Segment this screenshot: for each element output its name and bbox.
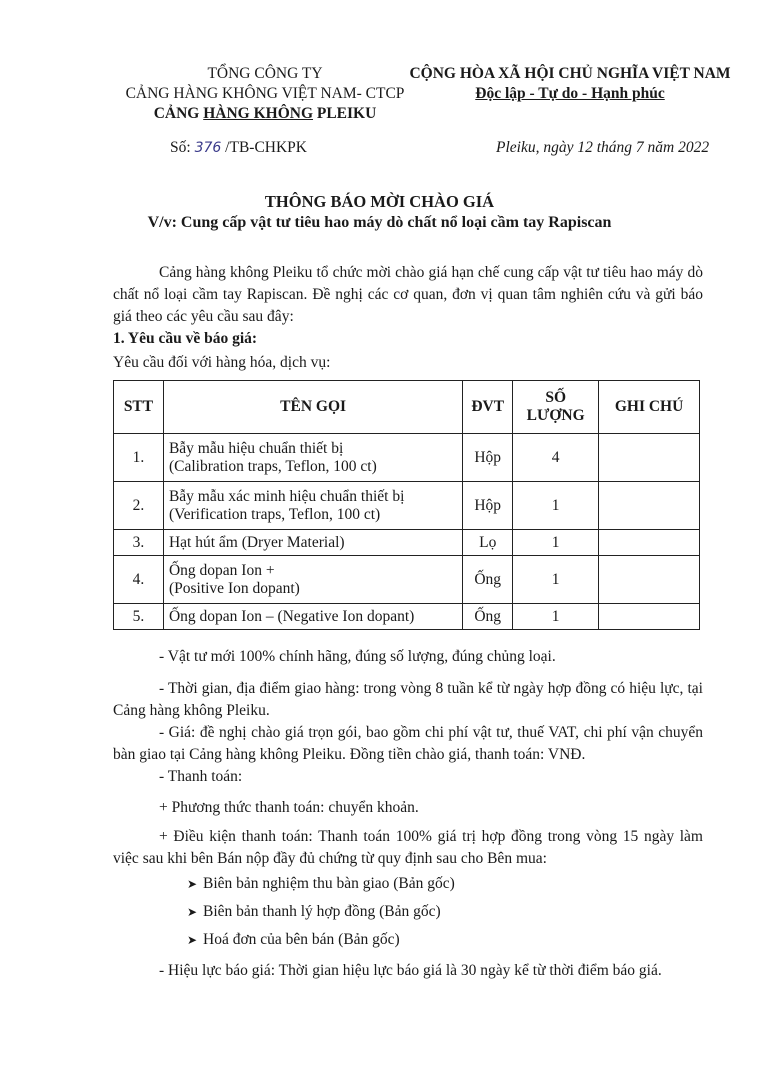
payment-method: + Phương thức thanh toán: chuyển khoản. [159,799,419,816]
row-stt: 3. [114,530,164,556]
national-motto [405,84,735,104]
row-stt: 5. [114,604,164,630]
arrow-bullet-icon: ➤ [187,905,198,919]
row-name [163,482,462,530]
document-list-item [187,931,400,949]
row-name-line2: (Calibration traps, Teflon, 100 ct) [168,457,377,475]
document-list-item [187,875,455,893]
row-note [599,434,700,482]
condition-price: - Giá: đề nghị chào giá trọn gói, bao gồm chi phí vật tư, thuế VAT, chi phí vận chuyển bàn giao tại Cảng hàng không Pleiku. Đồng tiền chào giá, thanh toán: VNĐ. [113,724,703,763]
national-header [405,64,735,104]
row-unit: Lọ [463,530,513,556]
section-1-heading: 1. Yêu cầu về báo giá: [113,330,258,347]
issuer-line-3-suffix: PLEIKU [313,105,377,122]
header-note: GHI CHÚ [599,381,700,434]
row-unit: Hộp [463,434,513,482]
issuer-line-3 [120,104,410,124]
table-row [114,556,700,604]
table-header-row [114,381,700,434]
document-number [170,139,307,157]
row-name [163,556,462,604]
requirement-label: Yêu cầu đối với hàng hóa, dịch vụ: [113,354,331,371]
row-note [599,482,700,530]
issuer-line-2: CẢNG HÀNG KHÔNG VIỆT NAM- CTCP [125,85,405,102]
row-name-line1: Ống dopan Ion + [168,561,275,579]
row-unit: Ống [463,556,513,604]
row-name: Ống dopan Ion – (Negative Ion dopant) [163,604,462,630]
row-stt: 1. [114,434,164,482]
issuer-header [120,64,410,124]
items-table [113,380,700,630]
row-note [599,530,700,556]
row-stt: 2. [114,482,164,530]
arrow-bullet-icon: ➤ [187,933,198,947]
row-name [163,434,462,482]
table-row [114,482,700,530]
document-list-text: Biên bản thanh lý hợp đồng (Bản gốc) [203,903,441,920]
row-name-line2: (Positive Ion dopant) [168,579,300,597]
national-title: CỘNG HÒA XÃ HỘI CHỦ NGHĨA VIỆT NAM [409,65,731,82]
condition-delivery: - Thời gian, địa điểm giao hàng: trong vòng 8 tuần kể từ ngày hợp đồng có hiệu lực, tại Cảng hàng không Pleiku. [113,680,703,719]
document-date: Pleiku, ngày 12 tháng 7 năm 2022 [496,139,710,156]
issuer-line-3-underlined: HÀNG KHÔNG [203,105,313,122]
header-qty-line2: LƯỢNG [526,407,585,424]
payment-terms: + Điều kiện thanh toán: Thanh toán 100% giá trị hợp đồng trong vòng 15 ngày làm việc sau khi bên Bán nộp đầy đủ chứng từ quy định sau cho Bên mua: [113,828,703,867]
row-note [599,604,700,630]
row-qty: 1 [513,530,599,556]
header-qty [513,381,599,434]
condition-validity: - Hiệu lực báo giá: Thời gian hiệu lực báo giá là 30 ngày kể từ thời điểm báo giá. [159,962,662,979]
header-name: TÊN GỌI [163,381,462,434]
doc-number-handwritten: 376 [194,140,222,156]
document-list-text: Biên bản nghiệm thu bàn giao (Bản gốc) [203,875,455,892]
table-row [114,434,700,482]
issuer-line-1: TỔNG CÔNG TY [207,65,323,82]
header-stt: STT [114,381,164,434]
row-name-line2: (Verification traps, Teflon, 100 ct) [168,505,381,523]
doc-number-prefix: Số: [170,139,195,156]
row-name-line1: Bẫy mẫu xác minh hiệu chuẩn thiết bị [168,487,405,505]
row-qty: 4 [513,434,599,482]
arrow-bullet-icon: ➤ [187,877,198,891]
row-note [599,556,700,604]
issuer-line-3-prefix: CẢNG [153,105,204,122]
row-unit: Ống [463,604,513,630]
document-title: THÔNG BÁO MỜI CHÀO GIÁ [264,192,495,211]
row-stt: 4. [114,556,164,604]
row-name-line1: Bẫy mẫu hiệu chuẩn thiết bị [168,439,344,457]
row-qty: 1 [513,556,599,604]
row-qty: 1 [513,604,599,630]
condition-payment: - Thanh toán: [159,768,243,785]
header-qty-line1: SỐ [545,389,567,406]
row-unit: Hộp [463,482,513,530]
row-qty: 1 [513,482,599,530]
document-subtitle: V/v: Cung cấp vật tư tiêu hao máy dò chất nổ loại cầm tay Rapiscan [147,214,612,231]
doc-number-suffix: /TB-CHKPK [221,139,307,156]
row-name: Hạt hút ẩm (Dryer Material) [163,530,462,556]
header-unit: ĐVT [463,381,513,434]
table-row [114,604,700,630]
table-row [114,530,700,556]
condition-quality: - Vật tư mới 100% chính hãng, đúng số lượng, đúng chủng loại. [159,648,556,665]
document-list-item [187,903,441,921]
document-list-text: Hoá đơn của bên bán (Bản gốc) [203,931,400,948]
national-motto-text: Độc lập - Tự do - Hạnh phúc [475,85,665,102]
intro-paragraph: Cảng hàng không Pleiku tổ chức mời chào giá hạn chế cung cấp vật tư tiêu hao máy dò chất nổ loại cầm tay Rapiscan. Đề nghị các cơ quan, đơn vị quan tâm nghiên cứu và gửi báo giá theo các yêu cầu sau đây: [113,264,703,325]
